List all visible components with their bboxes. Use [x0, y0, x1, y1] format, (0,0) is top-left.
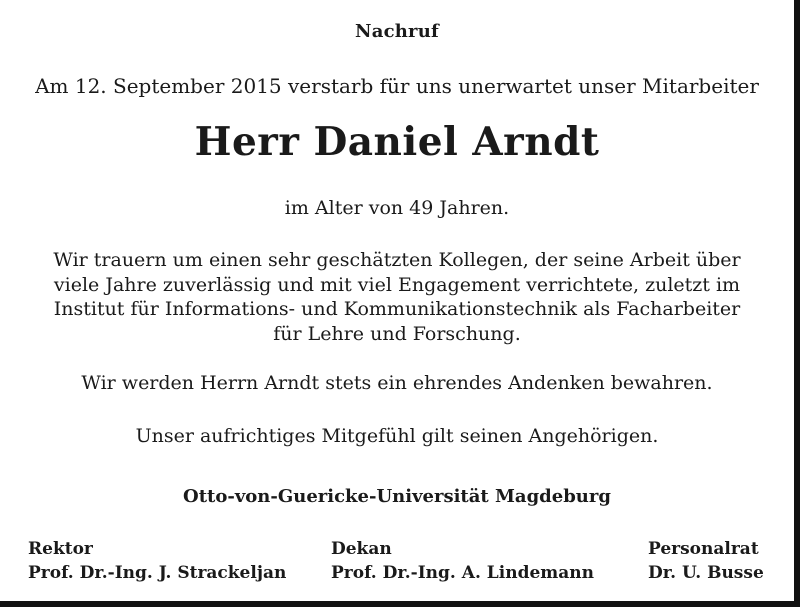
- signatory-role: Personalrat: [648, 539, 759, 559]
- signatory-name: Prof. Dr.-Ing. J. Strackeljan: [28, 563, 287, 583]
- signatory-name: Prof. Dr.-Ing. A. Lindemann: [331, 563, 594, 583]
- tribute-line: viele Jahre zuverlässig und mit viel Engagement verrichtete, zuletzt im: [53, 273, 741, 296]
- tribute-line: Institut für Informations- und Kommunikationstechnik als Facharbeiter: [53, 298, 741, 320]
- memory-line: Wir werden Herrn Arndt stets ein ehrendes Andenken bewahren.: [81, 372, 713, 394]
- tribute-line: Wir trauern um einen sehr geschätzten Kollegen, der seine Arbeit über: [53, 249, 741, 271]
- notice-heading: Nachruf: [355, 21, 439, 42]
- organization-name: Otto-von-Guericke-Universität Magdeburg: [183, 486, 611, 507]
- signatory-role: Rektor: [28, 539, 93, 559]
- sympathy-line: Unser aufrichtiges Mitgefühl gilt seinen Angehörigen.: [135, 425, 659, 447]
- signatory-dekan: [331, 537, 594, 585]
- signatory-name: Dr. U. Busse: [648, 563, 764, 583]
- deceased-name: Herr Daniel Arndt: [194, 119, 600, 165]
- signatory-rektor: [28, 537, 286, 585]
- tribute-paragraph: [0, 248, 794, 346]
- signatory-role: Dekan: [331, 539, 392, 559]
- signatory-personalrat: [648, 537, 764, 585]
- intro-line: Am 12. September 2015 verstarb für uns unerwartet unser Mitarbeiter: [35, 74, 759, 98]
- tribute-line: für Lehre und Forschung.: [273, 322, 521, 345]
- age-line: im Alter von 49 Jahren.: [284, 197, 510, 219]
